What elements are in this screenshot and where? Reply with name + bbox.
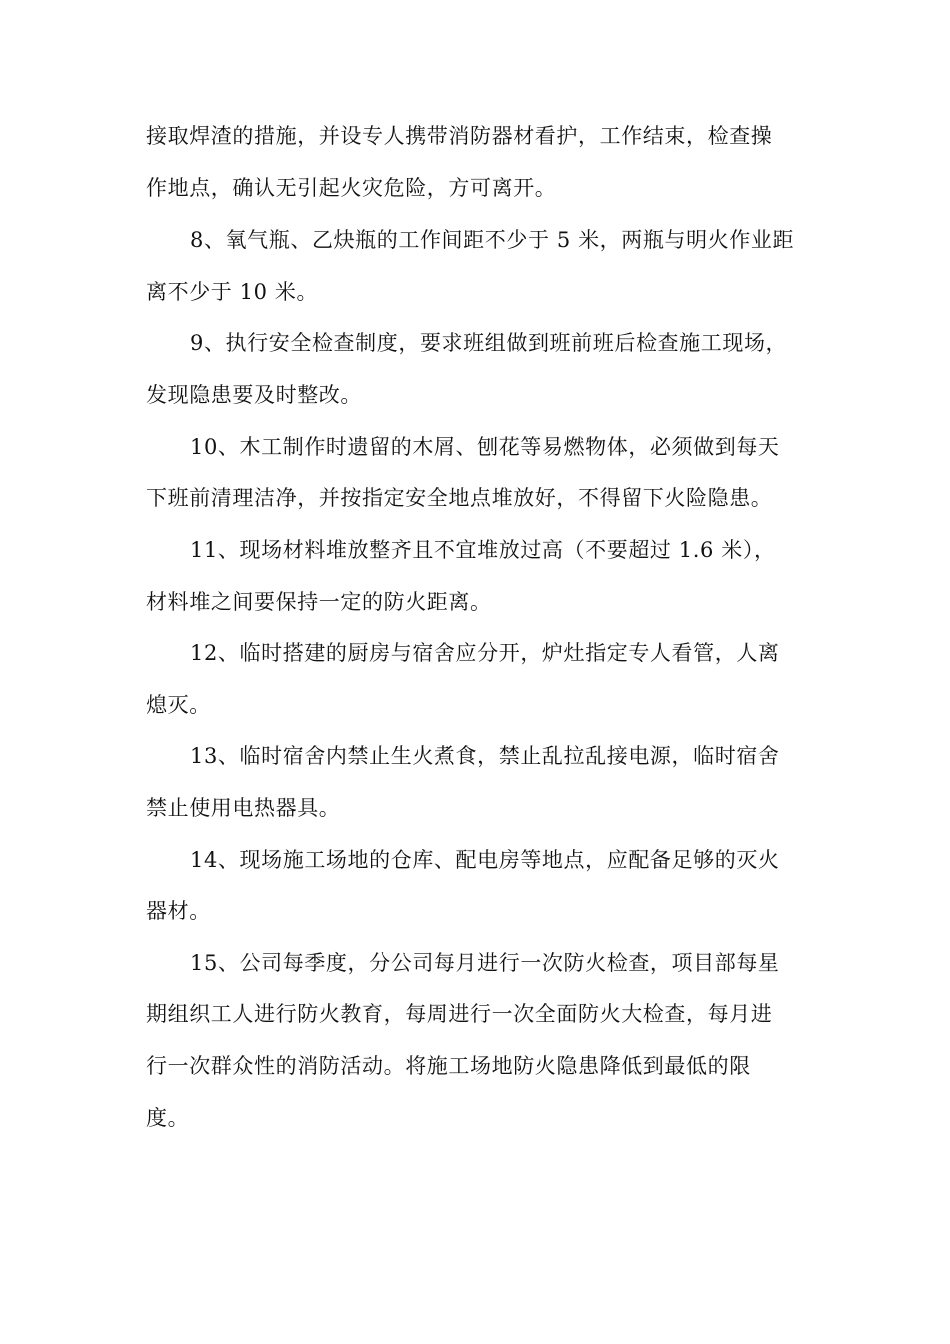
text-line-11: 12、临时搭建的厨房与宿舍应分开，炉灶指定专人看管，人离: [190, 641, 780, 665]
text-line-9: 11、现场材料堆放整齐且不宜堆放过高（不要超过 1.6 米），: [190, 538, 776, 562]
text-line-13: 13、临时宿舍内禁止生火煮食，禁止乱拉乱接电源，临时宿舍: [190, 744, 780, 768]
text-line-10: 材料堆之间要保持一定的防火距离。: [146, 590, 492, 614]
text-line-16: 器材。: [146, 899, 211, 923]
text-line-4: 离不少于 10 米。: [146, 280, 319, 304]
text-line-8: 下班前清理洁净，并按指定安全地点堆放好，不得留下火险隐患。: [146, 486, 773, 510]
text-line-15: 14、现场施工场地的仓库、配电房等地点，应配备足够的灭火: [190, 848, 780, 872]
text-line-7: 10、木工制作时遗留的木屑、刨花等易燃物体，必须做到每天: [190, 435, 780, 459]
text-line-2: 作地点，确认无引起火灾危险，方可离开。: [146, 176, 557, 200]
text-line-12: 熄灭。: [146, 693, 211, 717]
text-line-17: 15、公司每季度，分公司每月进行一次防火检查，项目部每星: [190, 951, 780, 975]
text-line-5: 9、执行安全检查制度，要求班组做到班前班后检查施工现场，: [190, 331, 788, 355]
text-line-20: 度。: [146, 1106, 190, 1130]
text-line-19: 行一次群众性的消防活动。将施工场地防火隐患降低到最低的限: [146, 1054, 751, 1078]
text-line-1: 接取焊渣的措施，并设专人携带消防器材看护，工作结束，检查操: [146, 124, 773, 148]
text-line-6: 发现隐患要及时整改。: [146, 383, 362, 407]
text-line-3: 8、氧气瓶、乙炔瓶的工作间距不少于 5 米，两瓶与明火作业距: [190, 228, 795, 252]
text-line-14: 禁止使用电热器具。: [146, 796, 341, 820]
text-line-18: 期组织工人进行防火教育，每周进行一次全面防火大检查，每月进: [146, 1002, 773, 1026]
